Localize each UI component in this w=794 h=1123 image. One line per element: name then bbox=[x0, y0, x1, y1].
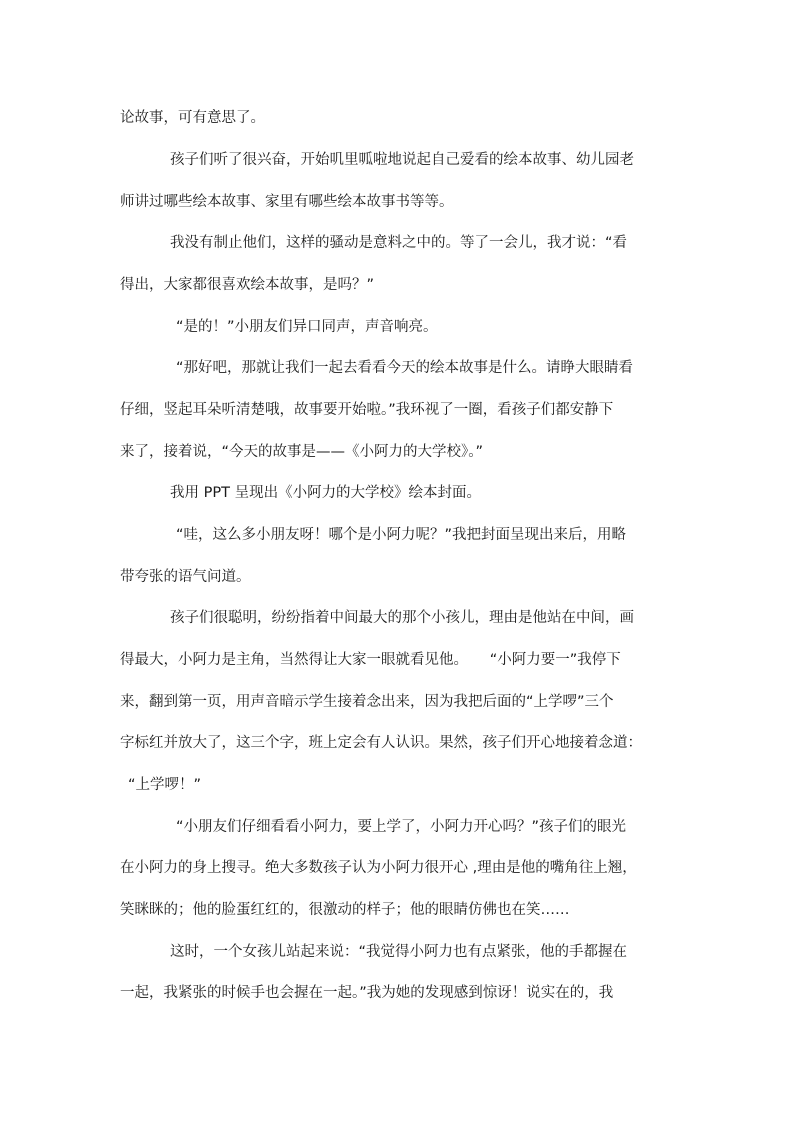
text-line: 论故事，可有意思了。 bbox=[120, 110, 265, 126]
text-line: 带夸张的语气问道。 bbox=[120, 569, 251, 585]
text-line: 一起，我紧张的时候手也会握在一起。”我为她的发现感到惊讶！说实在的，我 bbox=[120, 985, 614, 1001]
text-line: 得出，大家都很喜欢绘本故事，是吗？” bbox=[120, 277, 375, 293]
text-line: 得最大，小阿力是主角，当然得让大家一眼就看见他。 “小阿力要一”我停下 bbox=[120, 652, 621, 668]
text-line: “小朋友们仔细看看小阿力，要上学了，小阿力开心吗？”孩子们的眼光 bbox=[176, 819, 627, 835]
text-line: 字标红并放大了，这三个字，班上定会有人认识。果然，孩子们开心地接着念道： bbox=[120, 735, 642, 751]
text-line: 笑眯眯的；他的脸蛋红红的，很激动的样子；他的眼睛仿佛也在笑…… bbox=[120, 902, 570, 918]
text-line: 仔细，竖起耳朵听清楚哦，故事要开始啦。”我环视了一圈，看孩子们都安静下 bbox=[120, 402, 614, 418]
text-line: 来，翻到第一页，用声音暗示学生接着念出来，因为我把后面的“上学啰”三个 bbox=[120, 694, 614, 710]
text-line: “哇，这么多小朋友呀！哪个是小阿力呢？”我把封面呈现出来后，用略 bbox=[176, 527, 627, 543]
text-line: “是的！”小朋友们异口同声，声音响亮。 bbox=[176, 319, 438, 335]
text-line: 在小阿力的身上搜寻。绝大多数孩子认为小阿力很开心 ,理由是他的嘴角往上翘， bbox=[120, 860, 637, 876]
text-line: 师讲过哪些绘本故事、家里有哪些绘本故事书等等。 bbox=[120, 194, 454, 210]
text-line: 这时，一个女孩儿站起来说：“我觉得小阿力也有点紧张，他的手都握在 bbox=[170, 944, 628, 960]
text-line: 来了，接着说，“今天的故事是——《小阿力的大学校》。” bbox=[120, 444, 484, 460]
text-line: 孩子们听了很兴奋，开始叽里呱啦地说起自己爱看的绘本故事、幼儿园老 bbox=[170, 152, 634, 168]
text-line: 我没有制止他们，这样的骚动是意料之中的。等了一会儿，我才说：“看 bbox=[170, 235, 628, 251]
text-line: 孩子们很聪明，纷纷指着中间最大的那个小孩儿，理由是他站在中间，画 bbox=[170, 610, 634, 626]
text-line: “那好吧，那就让我们一起去看看今天的绘本故事是什么。请睁大眼睛看 bbox=[176, 360, 634, 376]
text-line: “上学啰！” bbox=[128, 777, 202, 793]
text-line: 我用 PPT 呈现出《小阿力的大学校》绘本封面。 bbox=[170, 485, 482, 501]
